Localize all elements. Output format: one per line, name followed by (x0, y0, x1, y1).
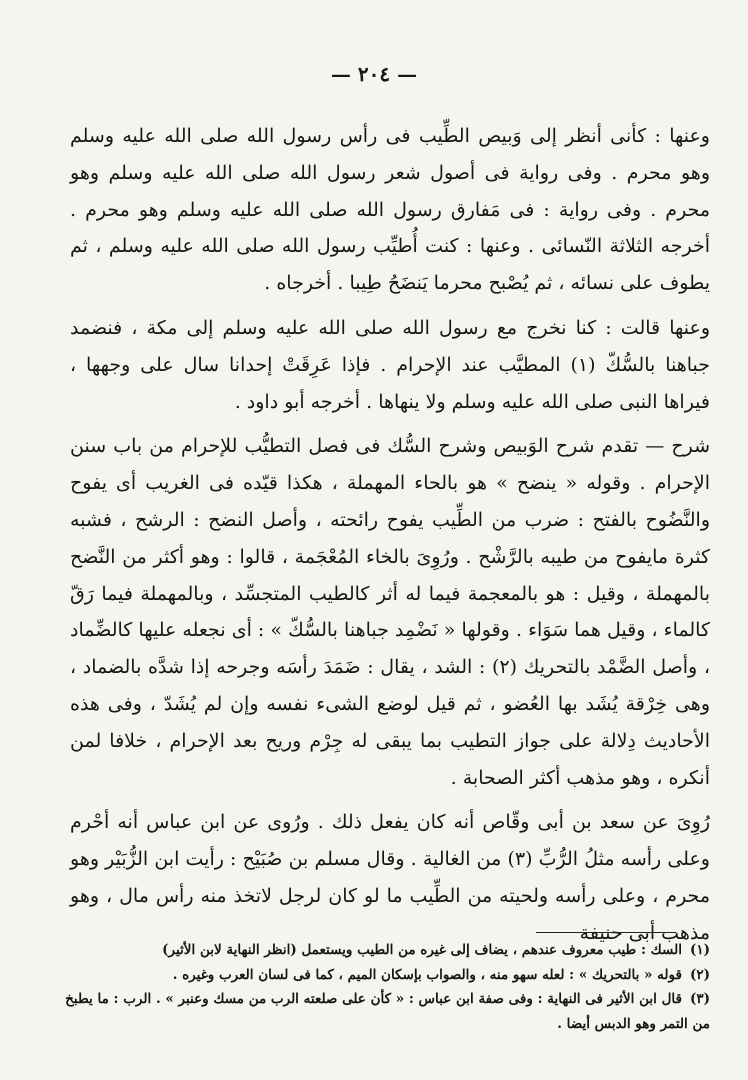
footnote-text: قال ابن الأثير فى النهاية : وفى صفة ابن عباس : « كأن على صلعته الرب من مسك وعنبر » . الرب : ما يطبخ من التمر وهو الدبس أيضا . (65, 991, 710, 1032)
footnote-1 (60, 938, 710, 963)
main-text (70, 118, 710, 952)
footnote-2 (60, 963, 710, 988)
paragraph-2: وعنها قالت : كنا نخرج مع رسول الله صلى الله عليه وسلم إلى مكة ، فنضمد جباهنا بالسُّكّ (١) المطيَّب عند الإحرام . فإذا عَرِقَتْ إحدانا سال على وجهها ، فيراها النبى صلى الله عليه وسلم ولا ينهاها . أخرجه أبو داود . (70, 316, 710, 413)
paragraph-4: رُوِىَ عن سعد بن أبى وقّاص أنه كان يفعل ذلك . ورُوى عن ابن عباس أنه أحْرم وعلى رأسه مثلُ الرُّبِّ (٣) من الغالية . وقال مسلم بن صُبَيْح : رأيت ابن الزُّبَيْر وهو محرم ، وعلى رأسه ولحيته من الطِّيب ما لو كان لرجل لاتخذ منه رأس مال ، وهو مذهب أبى حنيفة (70, 811, 710, 944)
footnote-text: السك : طيب معروف عندهم ، يضاف إلى غيره من الطيب ويستعمل (انظر النهاية لابن الأثير) (162, 942, 682, 958)
footnote-number: (٣) (689, 991, 710, 1007)
footnote-number: (٢) (689, 966, 710, 983)
paragraph-1: وعنها : كأنى أنظر إلى وَبيص الطِّيب فى رأس رسول الله صلى الله عليه وسلم وهو محرم . وفى رواية فى أصول شعر رسول الله صلى الله عليه وسلم وهو محرم . وفى رواية : فى مَفارق رسول الله صلى الله عليه وسلم وهو محرم . أخرجه الثلاثة النّسائى . وعنها : كنت أُطيِّب رسول الله صلى الله عليه وسلم ، ثم يطوف على نسائه ، ثم يُصْبح محرما يَنضَحُ طِيبا . أخرجاه . (70, 125, 710, 295)
paragraph-3: شرح — تقدم شرح الوَبيص وشرح السُّك فى فصل التطيُّب للإحرام من باب سنن الإحرام . وقوله « ينضح » هو بالحاء المهملة ، هكذا قيّده فى الغريب أى يفوح والنَّضُوح بالفتح : ضرب من الطِّيب يفوح رائحته ، وأصل النضح : الرشح ، فشبه كثرة مايفوح من طيبه بالرَّشْح . ورُوِىَ بالخاء المُعْجَمة ، قالوا : وهو أكثر من النَّضح بالمهملة ، وقيل : هو بالمعجمة فيما له أثر كالطيب المتجسِّد ، وبالمهملة فيما رَقّ كالماء ، وقيل هما سَوَاء . وقولها « نَضْمِد جباهنا بالسُّكّ » : أى نجعله عليها كالضِّماد ، وأصل الضَّمْد بالتحريك (٢) : الشد ، يقال : ضَمَدَ رأسَه وجرحه إذا شدَّه بالضماد ، وهى خِرْقة يُشَد بها العُضو ، ثم قيل لوضع الشىء نفسه وإن لم يُشَدّ ، وفى هذه الأحاديث دِلالة على جواز التطيب بما يبقى له جِرْم وريح بعد الإحرام ، خلافا لمن أنكره ، وهو مذهب أكثر الصحابة . (70, 435, 710, 789)
footnote-text: قوله « بالتحريك » : لعله سهو منه ، والصواب بإسكان الميم ، كما فى لسان العرب وغيره . (172, 966, 682, 983)
footnotes (60, 938, 710, 1036)
page-number: — ٢٠٤ — (330, 62, 418, 86)
footnote-number: (١) (689, 942, 710, 958)
footnote-3 (60, 987, 710, 1036)
footnote-separator (536, 932, 676, 933)
